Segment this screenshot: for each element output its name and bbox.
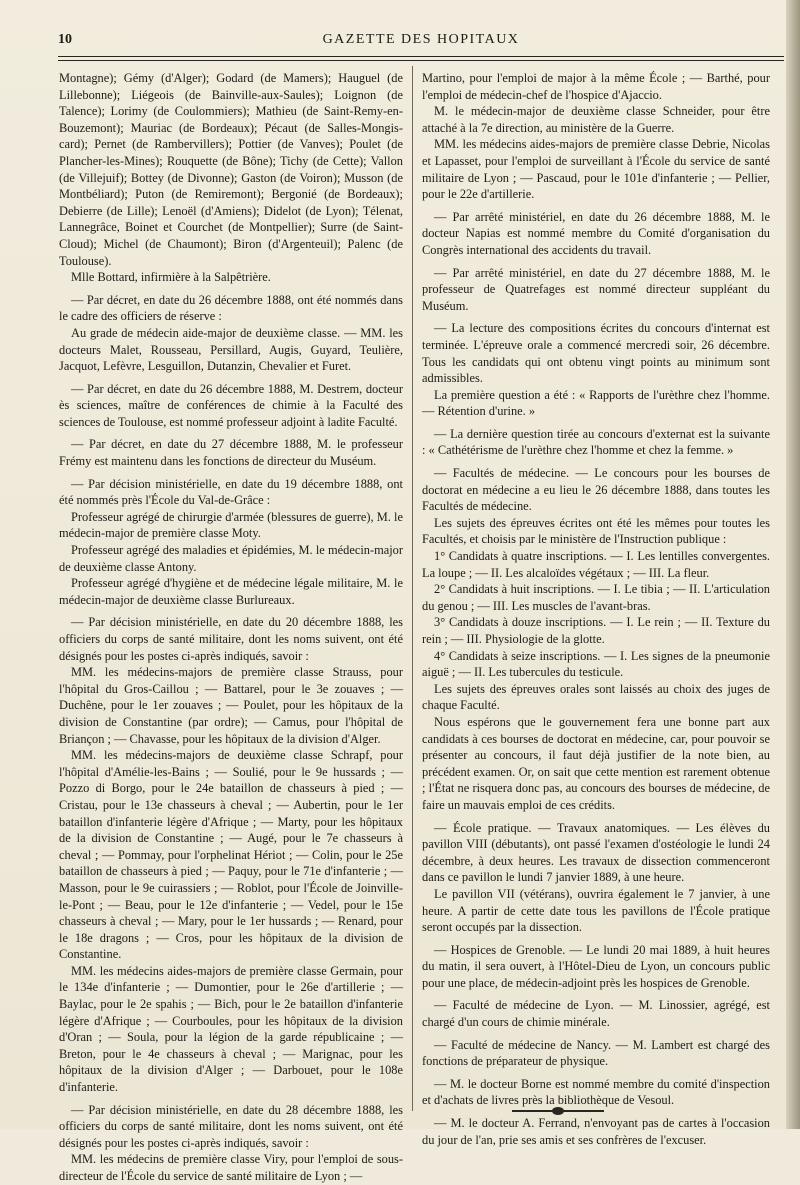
paragraph: 3° Candidats à douze inscriptions. — I. Le rein ; — II. Texture du rein ; — III. Physiologie de la glotte. [422, 615, 770, 646]
paragraph: — Par décret, en date du 26 décembre 1888, ont été nommés dans le cadre des officiers de réserve : [59, 292, 403, 324]
paragraph: Mlle Bottard, infirmière à la Salpêtrière. [71, 270, 271, 285]
page-edge [786, 0, 800, 1129]
paragraph: — Faculté de médecine de Nancy. — M. Lambert est chargé des fonctions de préparateur de physique. [422, 1037, 770, 1069]
paragraph: 2° Candidats à huit inscriptions. — I. Le tibia ; — II. L'articulation du genou ; — III. Les muscles de l'avant-bras. [422, 582, 770, 613]
paragraph: — Par arrêté ministériel, en date du 26 décembre 1888, M. le docteur Napias est nommé membre du Comité d'organisation du Congrès international des accidents du travail. [422, 209, 770, 257]
paragraph: — Faculté de médecine de Lyon. — M. Linossier, agrégé, est chargé d'un cours de chimie minérale. [422, 998, 770, 1030]
paragraph: MM. les médecins de première classe Viry, pour l'emploi de sous-directeur de l'École du service de santé militaire de Lyon ; — [59, 1152, 403, 1183]
paragraph: — Facultés de médecine. — Le concours pour les bourses de doctorat en médecine a eu lieu le 26 décembre 1888, dans toutes les Facultés de médecine. [422, 466, 770, 514]
paragraph: La première question a été : « Rapports de l'urèthre chez l'homme. — Rétention d'urine. » [422, 387, 770, 419]
paragraph: 1° Candidats à quatre inscriptions. — I. Les lentilles convergentes. La loupe ; — II. Les alcaloïdes végétaux ; — III. La fleur. [422, 549, 770, 580]
page-number: 10 [58, 32, 72, 47]
page-header [58, 32, 784, 54]
paragraph: M. le médecin-major de deuxième classe Schneider, pour être attaché à la 7e direction, au ministère de la Guerre. [422, 104, 770, 135]
paragraph: — M. le docteur Borne est nommé membre du comité d'inspection et d'achats de livres près la bibliothèque de Vesoul. [422, 1076, 770, 1108]
paragraph: Le pavillon VII (vétérans), ouvrira également le 7 janvier, à une heure. A partir de cette date tous les pavillons de l'École pratique seront occupés par la dissection. [422, 886, 770, 935]
paragraph: Professeur agrégé de chirurgie d'armée (blessures de guerre), M. le médecin-major de première classe Moty. [59, 509, 403, 541]
paragraph: Professeur agrégé des maladies et épidémies, M. le médecin-major de deuxième classe Antony. [59, 543, 403, 574]
paragraph: Martino, pour l'emploi de major à la même École ; — Barthé, pour l'emploi de médecin-chef de l'hospice d'Ajaccio. [422, 71, 770, 102]
paragraph: MM. les médecins-majors de première classe Strauss, pour l'hôpital du Gros-Caillou ; — Battarel, pour le 3e zouaves ; — Duchêne, pour le 1er zouaves ; — Poulet, pour les hôpitaux de la division de Constantine (par ordre); — Camus, pour l'hôpital de Briançon ; — Chavasse, pour les hôpitaux de la division d'Alger. [59, 665, 403, 746]
paragraph: 4° Candidats à seize inscriptions. — I. Les signes de la pneumonie aiguë ; — II. Les tubercules du testicule. [422, 648, 770, 680]
paragraph: — Par décision ministérielle, en date du 28 décembre 1888, les officiers du corps de santé militaire, dont les noms suivent, ont été désignés pour les postes ci-après indiqués, savoir : [59, 1102, 403, 1150]
paragraph: Professeur agrégé d'hygiène et de médecine légale militaire, M. le médecin-major de deuxième classe Burlureaux. [59, 576, 403, 607]
paragraph: Nous espérons que le gouvernement fera une bonne part aux candidats à ces bourses de doctorat en médecine, car, pour pouvoir se présenter au concours, il faut déjà justifier de la note bien, au précédent examen. Or, on sait que cette mention est rarement obtenue ; l'État ne risquera donc pas, au concours des bourses de médecine, de faire un mauvais emploi de ces crédits. [422, 714, 770, 812]
paragraph: MM. les médecins aides-majors de première classe Debrie, Nicolas et Lapasset, pour l'emploi de surveillant à l'École du service de santé militaire de Lyon ; — Pascaud, pour le 101e d'infanterie ; — Pellier, pour le 22e d'artillerie. [422, 137, 770, 202]
paragraph: — Par décision ministérielle, en date du 19 décembre 1888, ont été nommés près l'École du Val-de-Grâce : [59, 476, 403, 508]
header-rule-secondary [58, 60, 784, 61]
paragraph: — La dernière question tirée au concours d'externat est la suivante : « Cathétérisme de l'urèthre chez l'homme et chez la femme. » [422, 426, 770, 458]
end-ornament-dot [552, 1107, 564, 1115]
paragraph: Les sujets des épreuves écrites ont été les mêmes pour toutes les Facultés, et choisis par le ministère de l'Instruction publique : [422, 515, 770, 547]
paragraph: — Par arrêté ministériel, en date du 27 décembre 1888, M. le professeur de Quatrefages est nommé directeur suppléant du Muséum. [422, 265, 770, 313]
column-divider [412, 66, 413, 1111]
paragraph: — M. le docteur A. Ferrand, n'envoyant pas de cartes à l'occasion du jour de l'an, prie ses amis et ses confrères de l'excuser. [422, 1116, 770, 1147]
paragraph: — École pratique. — Travaux anatomiques. — Les élèves du pavillon VIII (débutants), ont passé l'examen d'ostéologie le lundi 24 décembre, à deux heures. Les travaux de dissection commenceront dans ce pavillon le lundi 7 janvier 1889, à une heure. [422, 820, 770, 885]
paragraph: MM. les médecins aides-majors de première classe Germain, pour le 134e d'infanterie ; — Dumontier, pour le 26e d'artillerie ; — Baylac, pour le 2e spahis ; — Bich, pour le 2e bataillon d'infanterie légère d'Afrique ; — Courboules, pour les hôpitaux de la division d'Oran ; — Soula, pour la légion de la garde républicaine ; — Breton, pour le 4e chasseurs à cheval ; — Marignac, pour les hôpitaux de la division d'Alger ; — Darbouet, pour le 108e d'infanterie. [59, 963, 403, 1095]
paragraph: — Hospices de Grenoble. — Le lundi 20 mai 1889, à huit heures du matin, il sera ouvert, à l'Hôtel-Dieu de Lyon, un concours public pour une place, de médecin-adjoint près les hospices de Grenoble. [422, 942, 770, 990]
paragraph: — La lecture des compositions écrites du concours d'internat est terminée. L'épreuve orale a commencé mercredi soir, 26 décembre. Tous les candidats qui ont obtenu vingt points au minimum sont admissibles. [422, 321, 770, 386]
paragraph: MM. les médecins-majors de deuxième classe Schrapf, pour l'hôpital d'Amélie-les-Bains ; — Soulié, pour le 9e hussards ; — Pozzo di Borgo, pour le 24e bataillon de chasseurs à pied ; — Cristau, pour le 13e chasseurs à cheval ; — Aubertin, pour le 1er bataillon d'infanterie légère d'Afrique ; — Marty, pour les hôpitaux de la division de Constantine ; — Augé, pour le 7e chasseurs à cheval ; — Pommay, pour l'orphelinat Hériot ; — Colin, pour le 25e bataillon de chasseurs à pied ; — Paquy, pour le 71e d'infanterie ; — Masson, pour le 9e cuirassiers ; — Roblot, pour l'École de Joinville-le-Pont ; — Beau, pour le 12e d'infanterie ; — Vedel, pour le 15e chasseurs à cheval ; — Mary, pour le 1er hussards ; — Renard, pour le 18e dragons ; — Cros, pour les hôpitaux de la division de Constantine. [59, 748, 403, 962]
header-rule [58, 56, 784, 57]
right-column [422, 70, 770, 1148]
left-column [59, 70, 403, 1185]
paragraph: — Par décret, en date du 27 décembre 1888, M. le professeur Frémy est maintenu dans les fonctions de directeur du Muséum. [59, 437, 403, 469]
paragraph: — Par décision ministérielle, en date du 20 décembre 1888, les officiers du corps de santé militaire, dont les noms suivent, ont été désignés pour les postes ci-après indiqués, savoir : [59, 615, 403, 663]
paragraph: Montagne); Gémy (d'Alger); Godard (de Mamers); Hauguel (de Lillebonne); Liégeois (de Bainville-aux-Saules); Loignon (de Talence); Lorimy (de Coulommiers); Mathieu (de Saint-Remy-en-Bouzemont); Mauriac (de Bordeaux); Pécaut (de Salles-Mongis-card); Pernet (de Rambervillers); Pottier (de Vanves); Poulet (de Plancher-les-Mines); Rouquette (de Bône); Tichy (de Cette); Vallon (de Villejuif); Bottey (de Divonne); Gaston (de Voiron); Musson (de Montbéliard); Puton (de Remiremont); Bergonié (de Bordeaux); Debierre (de Lille); Lenoël (d'Amiens); Didelot (de Lyon); Télenat, Lannegrâce, Boinet et Courchet (de Montpellier); Surre (de Saint-Cloud); Michel (de Chaumont); Biron (d'Argenteuil); Palenc (de Toulouse). [59, 71, 403, 268]
paragraph: — Par décret, en date du 26 décembre 1888, M. Destrem, docteur ès sciences, maître de conférences de chimie à la Faculté des sciences de Toulouse, est nommé professeur adjoint à ladite Faculté. [59, 381, 403, 429]
journal-title: GAZETTE DES HOPITAUX [322, 32, 520, 47]
paragraph: Les sujets des épreuves orales sont laissés au choix des juges de chaque Faculté. [422, 681, 770, 713]
paragraph: Au grade de médecin aide-major de deuxième classe. — MM. les docteurs Malet, Rousseau, Persillard, Augis, Guyard, Teulière, Jacquot, Lefèvre, Lesguillon, Dutanzin, Chevalier et Furet. [59, 325, 403, 374]
